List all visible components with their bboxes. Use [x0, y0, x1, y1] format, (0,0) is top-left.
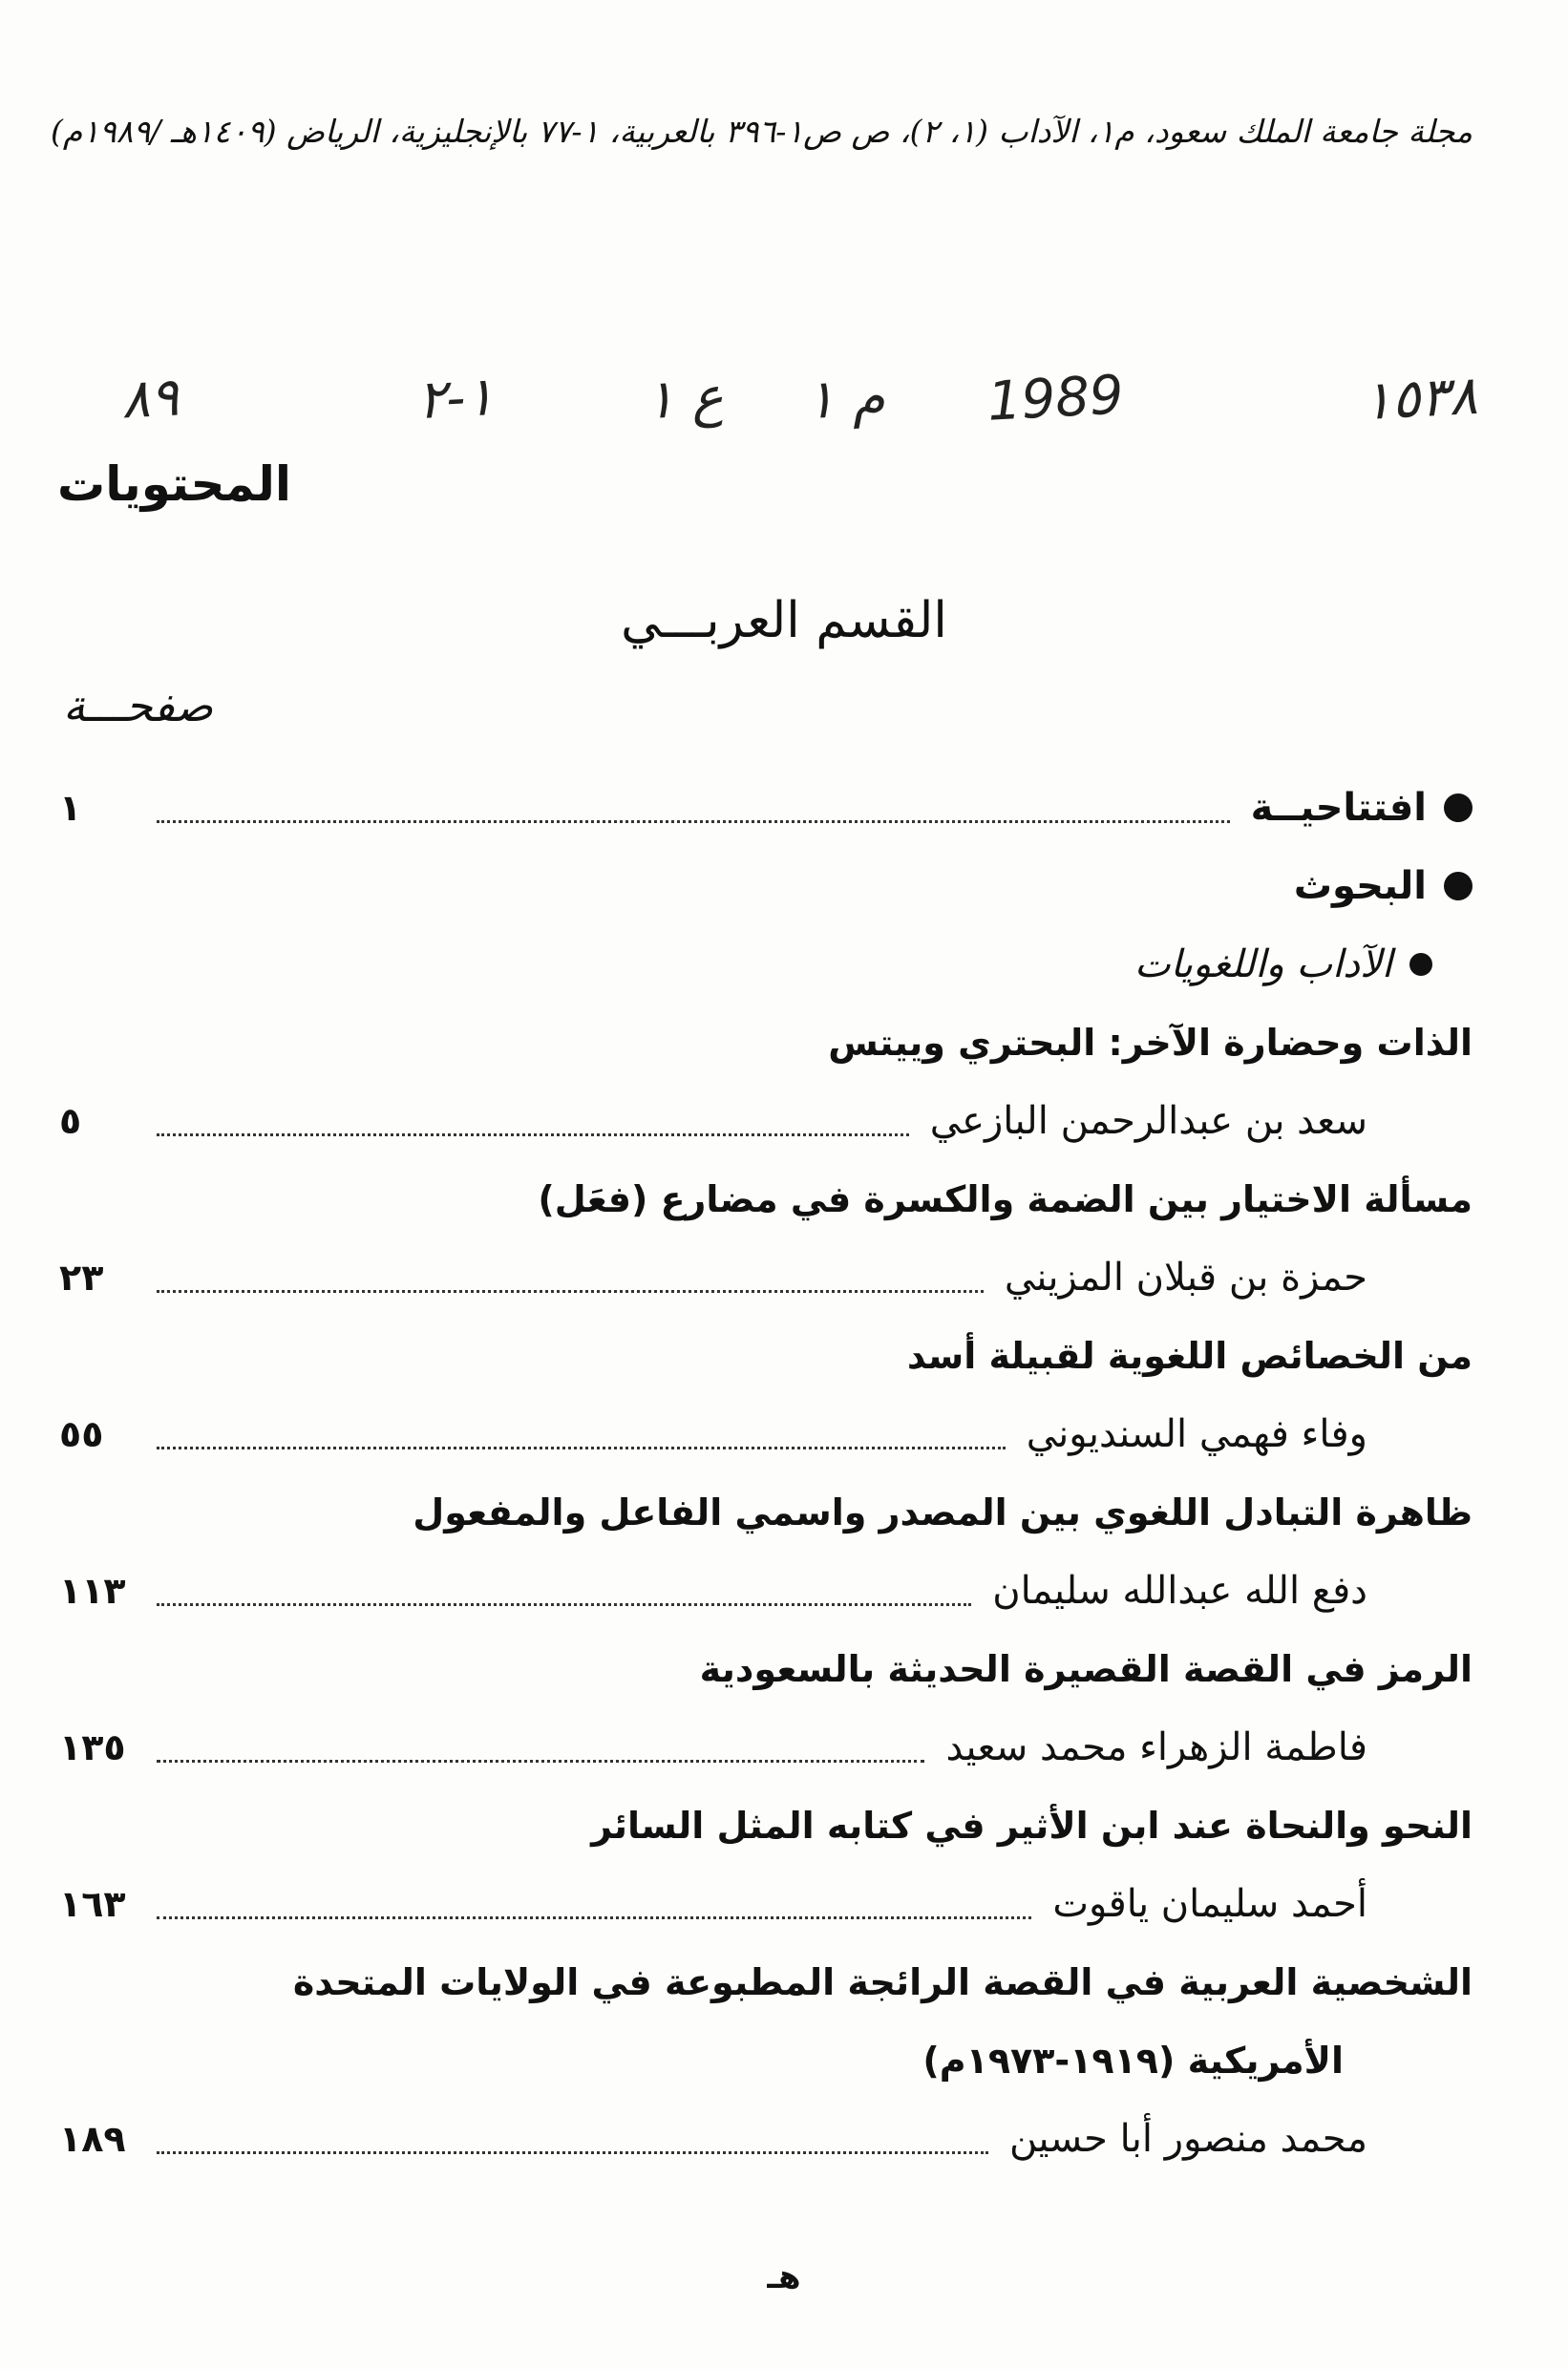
article-title-row — [59, 1160, 1473, 1238]
article-author-row — [59, 1238, 1473, 1317]
handwritten-volume: م ١ — [804, 365, 887, 433]
article-page: ١١٣ — [59, 1570, 126, 1612]
article-title: من الخصائص اللغوية لقبيلة أسد — [906, 1335, 1473, 1377]
section-title: القسم العربـــي — [621, 592, 947, 649]
article-author: سعد بن عبدالرحمن البازعي — [929, 1099, 1367, 1143]
article-title-row — [59, 1004, 1473, 1082]
article-title: النحو والنحاة عند ابن الأثير في كتابه المثل السائر — [591, 1805, 1473, 1847]
article-title: ظاهرة التبادل اللغوي بين المصدر واسمي الفاعل والمفعول — [413, 1491, 1473, 1534]
toc-literature-row — [59, 925, 1473, 1004]
handwritten-code: ٨٩ — [119, 366, 180, 432]
handwritten-year: 1989 — [985, 364, 1126, 434]
article-title-row — [59, 1473, 1473, 1552]
handwritten-ref-number: ١٥٣٨ — [1361, 364, 1479, 434]
page-column-label: صفحـــة — [63, 680, 214, 731]
bullet-icon — [1444, 872, 1473, 900]
article-title-line1: الشخصية العربية في القصة الرائجة المطبوعة في الولايات المتحدة — [292, 1961, 1473, 2003]
article-title-row — [59, 2021, 1473, 2100]
dot-leader — [157, 1603, 971, 1606]
page-letter: هـ — [767, 2258, 801, 2296]
article-page: ٢٣ — [59, 1257, 104, 1299]
article-author: حمزة بن قبلان المزيني — [1004, 1256, 1367, 1300]
bullet-icon — [1444, 793, 1473, 822]
article-page: ٥٥ — [59, 1413, 104, 1455]
article-author-row — [59, 1395, 1473, 1473]
dot-leader — [157, 1290, 984, 1293]
dot-leader — [157, 1760, 924, 1763]
article-title-row — [59, 1630, 1473, 1708]
article-page: ٥ — [59, 1100, 82, 1142]
article-author: أحمد سليمان ياقوت — [1052, 1882, 1367, 1926]
article-author: فاطمة الزهراء محمد سعيد — [945, 1725, 1367, 1769]
article-title: الذات وحضارة الآخر: البحتري وييتس — [828, 1022, 1473, 1064]
article-page: ١٨٩ — [59, 2118, 126, 2160]
toc-editorial-page: ١ — [59, 787, 82, 829]
article-page: ١٦٣ — [59, 1883, 126, 1925]
article-author: وفاء فهمي السنديوني — [1026, 1412, 1367, 1456]
dot-leader — [157, 820, 1230, 823]
article-author-row — [59, 1082, 1473, 1160]
contents-title: المحتويات — [57, 456, 292, 512]
toc-literature-label: الآداب واللغويات — [1134, 942, 1392, 986]
dot-leader — [157, 1133, 909, 1136]
article-title-row — [59, 1787, 1473, 1865]
dot-leader — [157, 1447, 1006, 1449]
handwritten-range: ١-٢ — [414, 365, 496, 433]
article-title-row — [59, 1317, 1473, 1395]
article-author-row — [59, 1865, 1473, 1943]
handwritten-issue: ع ١ — [644, 365, 725, 433]
toc-research-label: البحوث — [1293, 864, 1427, 908]
toc-editorial-row — [59, 769, 1473, 847]
article-author: دفع الله عبدالله سليمان — [992, 1569, 1367, 1613]
bullet-icon — [1409, 953, 1432, 976]
article-author-row — [59, 1708, 1473, 1787]
article-author-row — [59, 1552, 1473, 1630]
article-title-line2: الأمريكية (١٩١٩-١٩٧٣م) — [922, 2040, 1344, 2082]
article-title-row — [59, 1943, 1473, 2021]
dot-leader — [157, 1916, 1031, 1919]
journal-citation: مجلة جامعة الملك سعود، م١، الآداب (١، ٢)، ص ص١-٣٩٦ بالعربية، ١-٧٧ بالإنجليزية، الرياض (١٤٠٩هـ /١٩٨٩م) — [50, 113, 1473, 150]
article-title: الرمز في القصة القصيرة الحديثة بالسعودية — [699, 1648, 1473, 1690]
toc-research-row — [59, 847, 1473, 925]
article-title: مسألة الاختيار بين الضمة والكسرة في مضارع (فعَل) — [538, 1178, 1473, 1220]
article-page: ١٣٥ — [59, 1726, 126, 1768]
handwritten-annotation — [102, 364, 1479, 473]
table-of-contents — [59, 769, 1473, 2178]
dot-leader — [157, 2151, 988, 2154]
toc-editorial-label: افتتاحيــة — [1250, 786, 1427, 830]
article-author: محمد منصور أبا حسين — [1008, 2117, 1367, 2161]
article-author-row — [59, 2100, 1473, 2178]
